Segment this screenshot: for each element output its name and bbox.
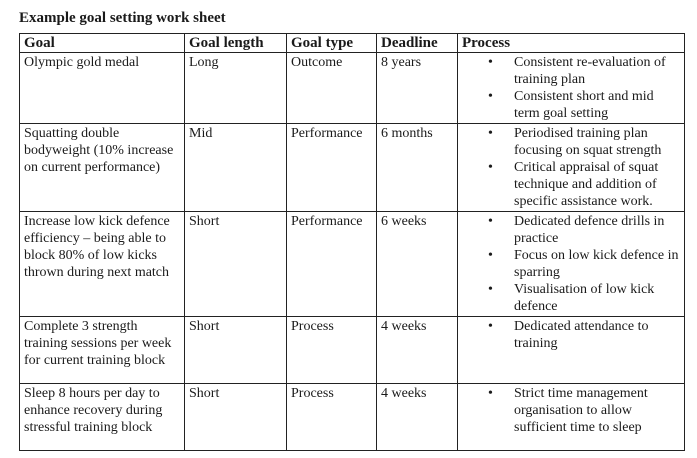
goal-cell: Complete 3 strength training sessions per week for current training block [20,317,185,384]
goal-worksheet-table [19,33,685,451]
process-list [462,54,680,122]
process-item: • Focus on low kick defence in sparring [462,247,680,281]
goal-type-cell: Process [287,384,377,451]
table-row [20,124,685,212]
header-goal-type: Goal type [287,34,377,53]
process-cell [458,124,685,212]
process-item: • Consistent short and mid term goal setting [462,88,680,122]
process-item: • Strict time management organisation to allow sufficient time to sleep [462,385,680,436]
table-row [20,317,685,384]
process-item: • Visualisation of low kick defence [462,281,680,315]
process-item: • Critical appraisal of squat technique and addition of specific assistance work. [462,159,680,210]
goal-length-cell: Short [185,317,287,384]
table-row [20,53,685,124]
goal-length-cell: Mid [185,124,287,212]
process-cell [458,212,685,317]
process-cell [458,384,685,451]
process-item: • Periodised training plan focusing on squat strength [462,125,680,159]
goal-type-cell: Process [287,317,377,384]
process-list [462,385,680,436]
process-cell [458,53,685,124]
table-row [20,384,685,451]
process-item: • Dedicated defence drills in practice [462,213,680,247]
header-goal: Goal [20,34,185,53]
worksheet-title: Example goal setting work sheet [19,10,226,26]
deadline-cell: 4 weeks [377,384,458,451]
goal-cell: Olympic gold medal [20,53,185,124]
deadline-cell: 8 years [377,53,458,124]
process-cell [458,317,685,384]
process-list [462,213,680,315]
deadline-cell: 4 weeks [377,317,458,384]
goal-type-cell: Outcome [287,53,377,124]
process-item: • Dedicated attendance to training [462,318,680,352]
goal-cell: Increase low kick defence efficiency – being able to block 80% of low kicks thrown during next match [20,212,185,317]
process-item: • Consistent re-evaluation of training plan [462,54,680,88]
goal-type-cell: Performance [287,212,377,317]
goal-cell: Squatting double bodyweight (10% increase on current performance) [20,124,185,212]
header-goal-length: Goal length [185,34,287,53]
goal-length-cell: Long [185,53,287,124]
goal-length-cell: Short [185,212,287,317]
header-row [20,34,685,53]
deadline-cell: 6 months [377,124,458,212]
process-list [462,318,680,352]
header-process: Process [458,34,685,53]
header-deadline: Deadline [377,34,458,53]
table-row [20,212,685,317]
goal-cell: Sleep 8 hours per day to enhance recovery during stressful training block [20,384,185,451]
deadline-cell: 6 weeks [377,212,458,317]
goal-type-cell: Performance [287,124,377,212]
process-list [462,125,680,210]
goal-length-cell: Short [185,384,287,451]
